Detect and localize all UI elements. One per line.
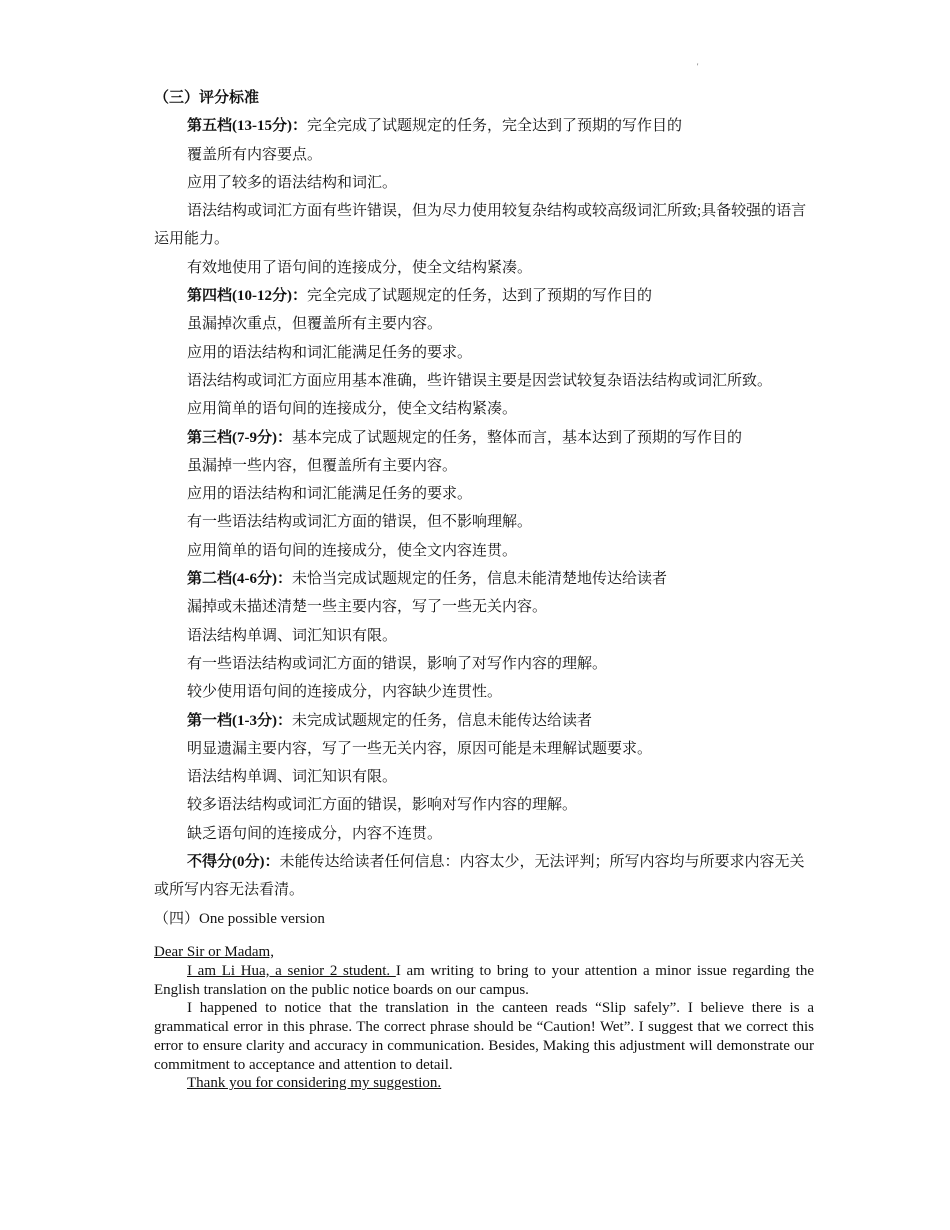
band-title: 不得分(0分)： xyxy=(187,854,280,871)
letter-closing: Thank you for considering my suggestion. xyxy=(187,1075,442,1092)
letter-paragraph xyxy=(154,962,814,1000)
band-header xyxy=(154,282,814,310)
letter-intro-rest: I am writing to bring to your attention a minor issue regarding the English translation on the public notice boards on our campus. xyxy=(154,962,814,998)
band-header xyxy=(154,565,814,593)
criterion-line: 语法结构或词汇方面有些许错误，但为尽力使用较复杂结构或较高级词汇所致;具备较强的语言运用能力。 xyxy=(154,203,807,248)
band-summary: 未能传达给读者任何信息：内容太少，无法评判；所写内容均与所要求内容无关或所写内容无法看清。 xyxy=(154,854,805,899)
criterion-line: 有一些语法结构或词汇方面的错误，但不影响理解。 xyxy=(187,514,533,531)
criterion-line: 虽漏掉一些内容，但覆盖所有主要内容。 xyxy=(187,457,458,474)
criterion-line: 应用的语法结构和词汇能满足任务的要求。 xyxy=(187,344,473,361)
letter-paragraph: I happened to notice that the translation in the canteen reads “Slip safely”. I believe there is a grammatical error in this phrase. The correct phrase should be “Caution! Wet”. I suggest that we correct this error to ensure clarity and accuracy in communication. Besides, Making this adjustment will demonstrate our commitment to acceptance and attention to detail. xyxy=(154,1000,814,1073)
sample-letter xyxy=(154,943,814,1093)
criterion-line: 有效地使用了语句间的连接成分，使全文结构紧凑。 xyxy=(187,259,533,276)
document-page xyxy=(154,84,814,1093)
criterion-line: 虽漏掉次重点，但覆盖所有主要内容。 xyxy=(187,316,443,333)
band-summary: 完全完成了试题规定的任务，完全达到了预期的写作目的 xyxy=(307,118,683,135)
band-title: 第二档(4-6分)： xyxy=(187,571,292,588)
band-header xyxy=(154,112,814,140)
criterion-line: 语法结构单调、词汇知识有限。 xyxy=(187,627,398,644)
criterion-line: 明显遗漏主要内容，写了一些无关内容，原因可能是未理解试题要求。 xyxy=(187,740,653,757)
band-summary: 未恰当完成试题规定的任务，信息未能清楚地传达给读者 xyxy=(292,571,668,588)
letter-salutation: Dear Sir or Madam, xyxy=(154,943,274,960)
criterion-line: 应用简单的语句间的连接成分，使全文结构紧凑。 xyxy=(187,401,518,418)
criterion-line: 语法结构或词汇方面应用基本准确，些许错误主要是因尝试较复杂语法结构或词汇所致。 xyxy=(187,372,773,389)
criterion-line: 应用的语法结构和词汇能满足任务的要求。 xyxy=(187,486,473,503)
criterion-line: 较多语法结构或词汇方面的错误，影响对写作内容的理解。 xyxy=(187,797,578,814)
band-header xyxy=(154,707,814,735)
zero-score-criterion xyxy=(154,848,814,905)
band-title: 第一档(1-3分)： xyxy=(187,712,292,729)
band-summary: 未完成试题规定的任务，信息未能传达给读者 xyxy=(292,712,593,729)
section-heading-scoring: （三）评分标准 xyxy=(154,90,260,106)
letter-intro-underlined: I am Li Hua, a senior 2 student. xyxy=(187,962,396,979)
criterion-line: 覆盖所有内容要点。 xyxy=(187,146,323,163)
band-header xyxy=(154,424,814,452)
criterion-line: 应用了较多的语法结构和词汇。 xyxy=(187,174,398,191)
criterion-line: 漏掉或未描述清楚一些主要内容，写了一些无关内容。 xyxy=(187,599,548,616)
band-title: 第三档(7-9分)： xyxy=(187,429,292,446)
criterion-line: 语法结构单调、词汇知识有限。 xyxy=(187,769,398,786)
section-heading-sample: （四）One possible version xyxy=(154,910,325,927)
band-summary: 完全完成了试题规定的任务，达到了预期的写作目的 xyxy=(307,288,653,305)
band-title: 第四档(10-12分)： xyxy=(187,288,307,305)
criterion-line: 有一些语法结构或词汇方面的错误，影响了对写作内容的理解。 xyxy=(187,655,608,672)
page-mark: ' xyxy=(697,62,699,71)
band-summary: 基本完成了试题规定的任务，整体而言，基本达到了预期的写作目的 xyxy=(292,429,743,446)
criterion-line: 应用简单的语句间的连接成分，使全文内容连贯。 xyxy=(187,542,518,559)
criterion-line: 较少使用语句间的连接成分，内容缺少连贯性。 xyxy=(187,684,503,701)
criterion-line: 缺乏语句间的连接成分，内容不连贯。 xyxy=(187,825,443,842)
band-title: 第五档(13-15分)： xyxy=(187,118,307,135)
